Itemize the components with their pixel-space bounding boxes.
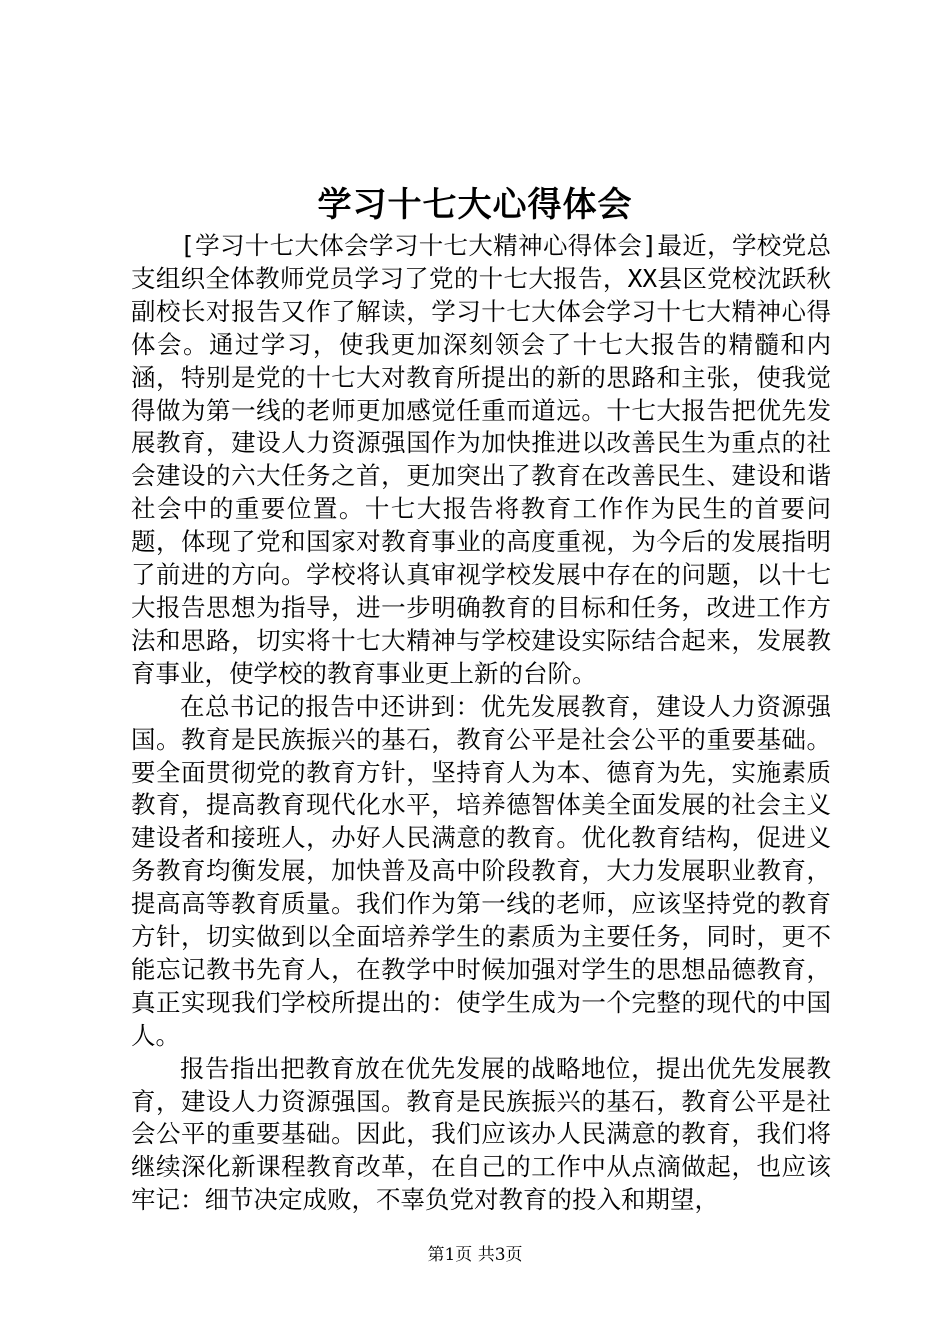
document-title: 学习十七大心得体会 <box>317 185 633 225</box>
paragraph-3: 报告指出把教育放在优先发展的战略地位，提出优先发展教育，建设人力资源强国。教育是民族振兴的基石，教育公平是社会公平的重要基础。因此，我们应该办人民满意的教育，我们将继续深化新课程教育改革，在自己的工作中从点滴做起，也应该牢记：细节决定成败，不辜负党对教育的投入和期望， <box>131 1053 831 1215</box>
paragraph-1: [学习十七大体会学习十七大精神心得体会]最近，学校党总支组织全体教师党员学习了党的十七大报告，XX县区党校沈跃秋副校长对报告又作了解读，学习十七大体会学习十七大精神心得体会。通过学习，使我更加深刻领会了十七大报告的精髓和内涵，特别是党的十七大对教育所提出的新的思路和主张，使我觉得做为第一线的老师更加感觉任重而道远。十七大报告把优先发展教育，建设人力资源强国作为加快推进以改善民生为重点的社会建设的六大任务之首，更加突出了教育在改善民生、建设和谐社会中的重要位置。十七大报告将教育工作作为民生的首要问题，体现了党和国家对教育事业的高度重视，为今后的发展指明了前进的方向。学校将认真审视学校发展中存在的问题，以十七大报告思想为指导，进一步明确教育的目标和任务，改进工作方法和思路，切实将十七大精神与学校建设实际结合起来，发展教育事业，使学校的教育事业更上新的台阶。 <box>131 231 831 688</box>
page-number-footer: 第1页 共3页 <box>427 1245 523 1265</box>
paragraph-2: 在总书记的报告中还讲到：优先发展教育，建设人力资源强国。教育是民族振兴的基石，教育公平是社会公平的重要基础。要全面贯彻党的教育方针，坚持育人为本、德育为先，实施素质教育，提高教育现代化水平，培养德智体美全面发展的社会主义建设者和接班人，办好人民满意的教育。优化教育结构，促进义务教育均衡发展，加快普及高中阶段教育，大力发展职业教育，提高高等教育质量。我们作为第一线的老师，应该坚持党的教育方针，切实做到以全面培养学生的素质为主要任务，同时，更不能忘记教书先育人，在教学中时候加强对学生的思想品德教育，真正实现我们学校所提出的：使学生成为一个完整的现代的中国人。 <box>131 691 831 1050</box>
document-body <box>131 230 831 1217</box>
